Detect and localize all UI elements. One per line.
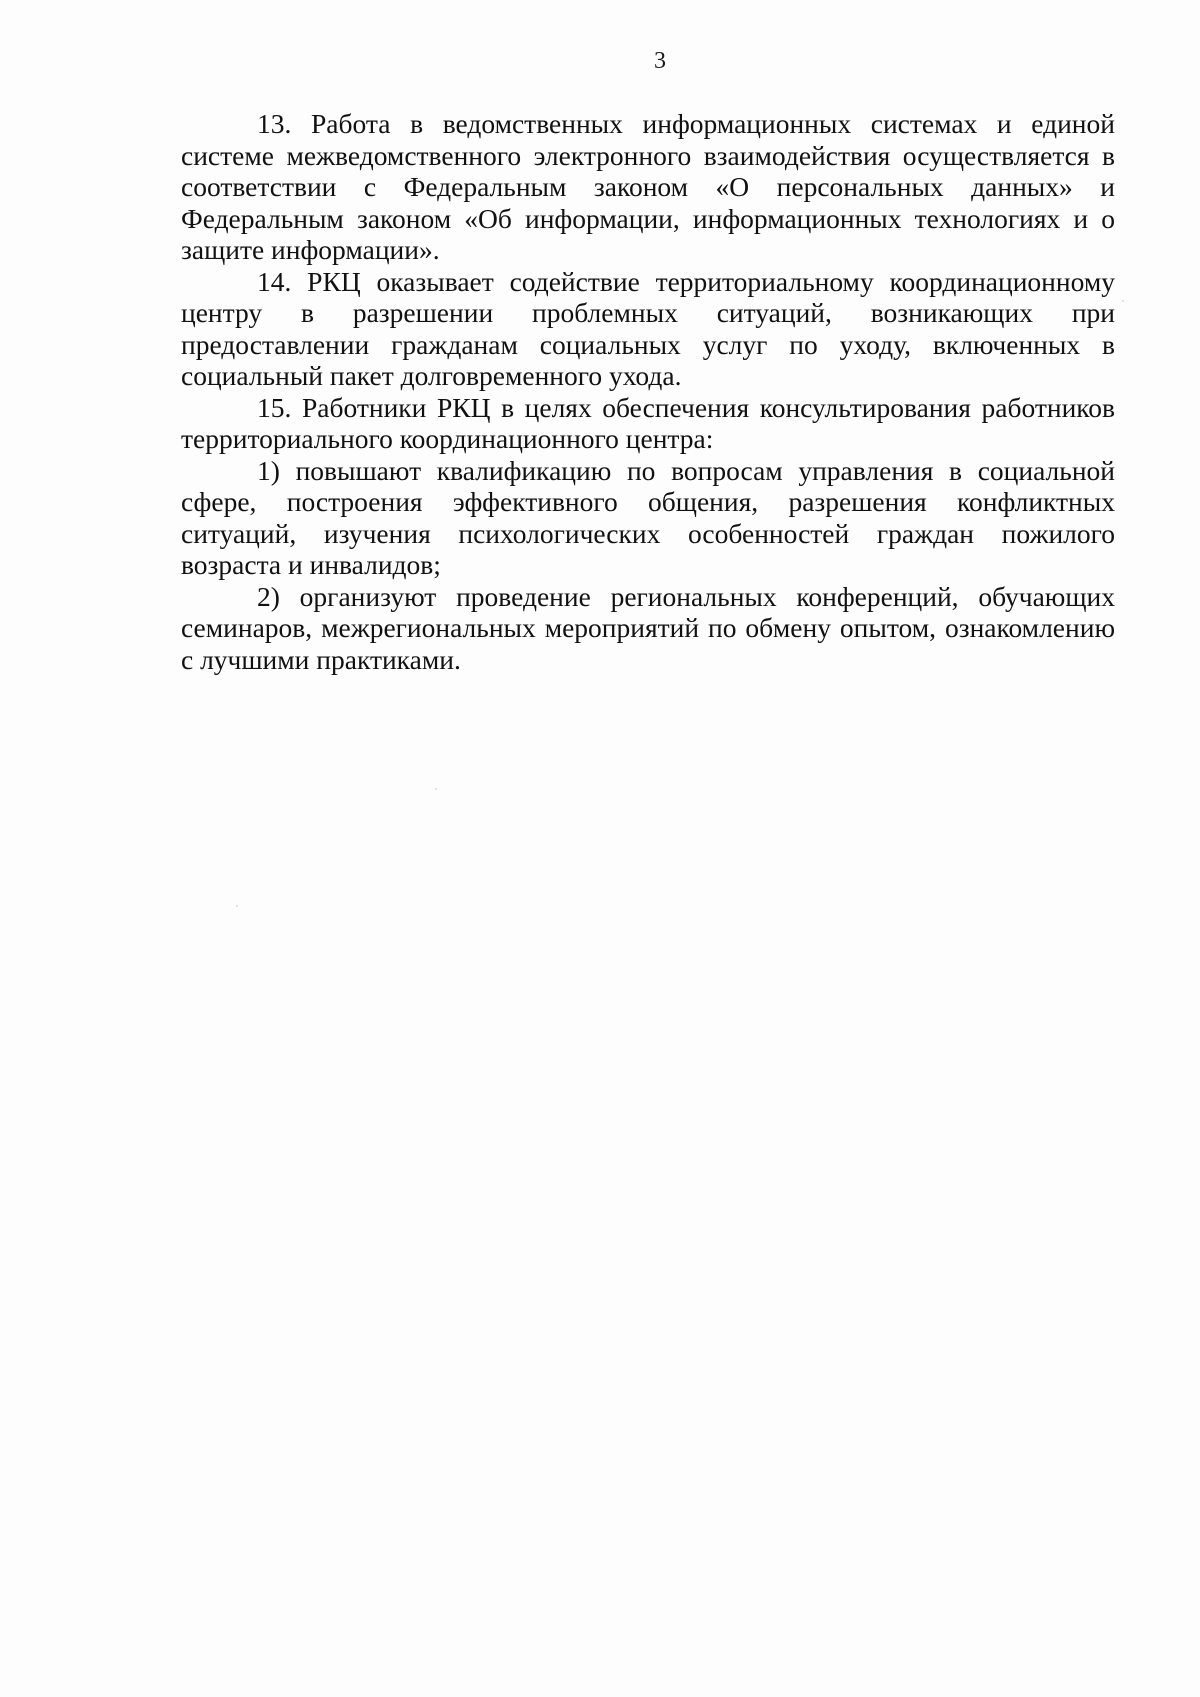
scan-speck <box>236 905 238 907</box>
paragraph-15: 15. Работники РКЦ в целях обеспечения консультирования работников территориального координационного центра: <box>181 391 1115 454</box>
list-item-2: 2) организуют проведение региональных конференций, обучающих семинаров, межрегиональных мероприятий по обмену опытом, ознакомлению с лучшими практиками. <box>181 580 1115 675</box>
scan-speck <box>1122 300 1124 302</box>
page-number: 3 <box>654 48 666 74</box>
list-item-1: 1) повышают квалификацию по вопросам управления в социальной сфере, построения эффективного общения, разрешения конфликтных ситуаций, изучения психологических особенностей граждан пожилого возраста и инвалидов; <box>181 454 1115 580</box>
paragraph-13: 13. Работа в ведомственных информационных системах и единой системе межведомственного электронного взаимодействия осуществляется в соответствии с Федеральным законом «О персональных данных» и Федеральным законом «Об информации, информационных технологиях и о защите информации». <box>181 108 1115 265</box>
paragraph-14: 14. РКЦ оказывает содействие территориальному координационному центру в разрешении проблемных ситуаций, возникающих при предоставлении гражданам социальных услуг по уходу, включенных в социальный пакет долговременного ухода. <box>181 265 1115 391</box>
scan-speck <box>435 788 437 790</box>
document-body <box>181 108 1115 675</box>
